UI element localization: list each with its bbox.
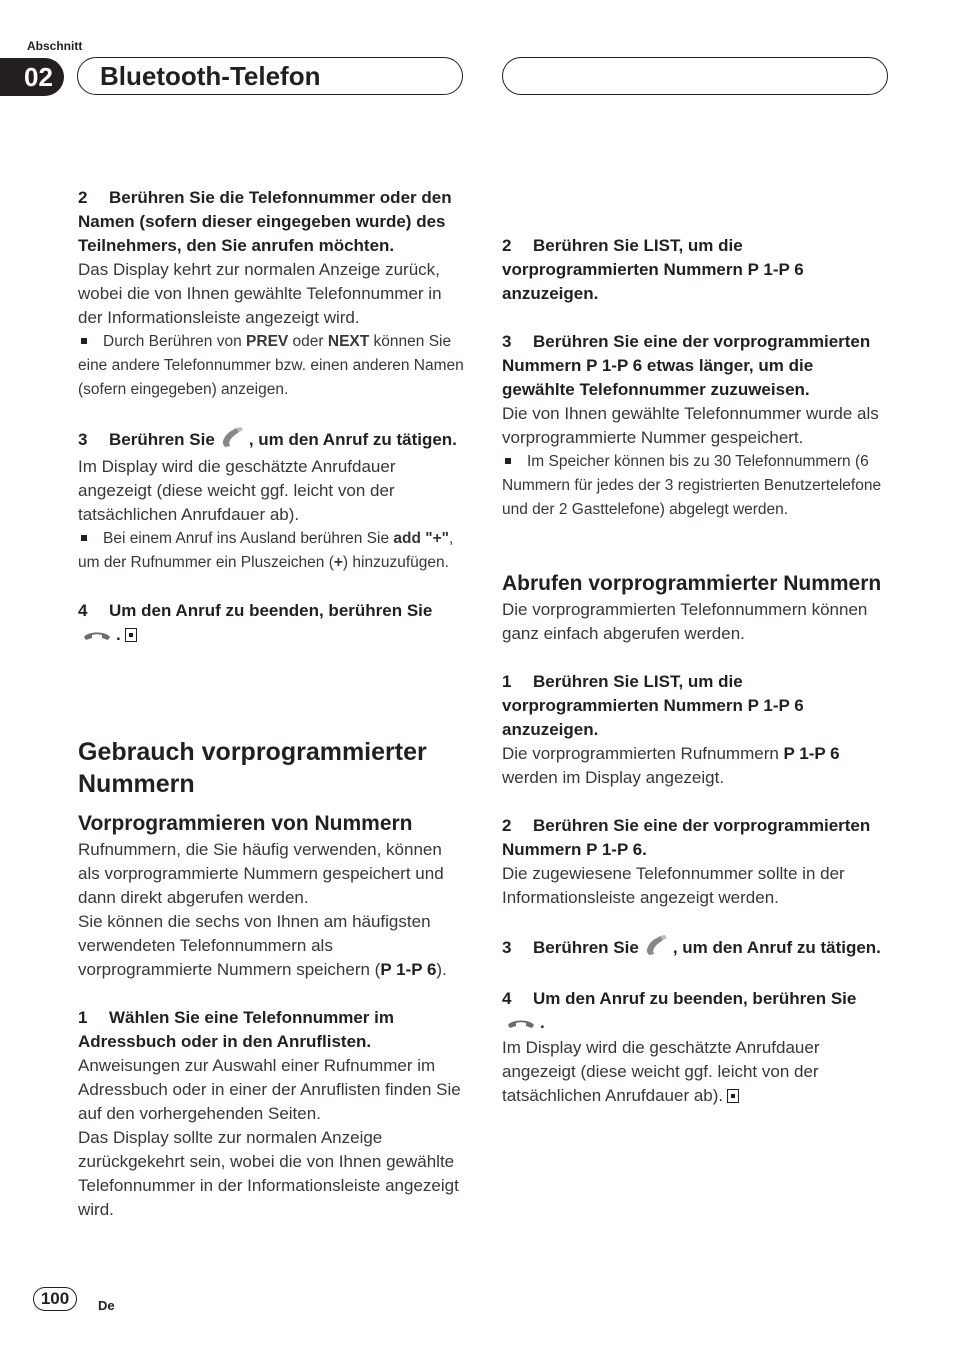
section-label: Abschnitt [27, 39, 83, 53]
program-step-2: 2 Berühren Sie LIST, um die vorprogrammierten Nummern P 1-P 6 anzuzeigen. [502, 236, 804, 303]
phone-hangup-icon [82, 624, 112, 648]
language-code: De [98, 1298, 115, 1313]
section-number-tab: 02 [0, 58, 64, 96]
phone-call-icon [643, 934, 669, 963]
recall-step-4-body: Im Display wird die geschätzte Anrufdauer angezeigt (diese weicht ggf. leicht von der tatsächlichen Anrufdauer ab). [502, 1037, 820, 1105]
recall-step-1-body: Die vorprogrammierten Rufnummern P 1-P 6 werden im Display angezeigt. [502, 744, 840, 787]
program-step-1: 1 Wählen Sie eine Telefonnummer im Adressbuch oder in den Anruflisten. [78, 1007, 394, 1051]
note-international: Bei einem Anruf ins Ausland berühren Sie add "+", um der Rufnummer ein Pluszeichen (+) hinzuzufügen. [78, 530, 454, 571]
program-step-1-body-1: Anweisungen zur Auswahl einer Rufnummer im Adressbuch oder in einer der Anruflisten finden Sie auf den vorhergehenden Seiten. [78, 1055, 461, 1123]
recall-step-2: 2 Berühren Sie eine der vorprogrammierten Nummern P 1-P 6. [502, 816, 871, 859]
intro-paragraph-2: Sie können die sechs von Ihnen am häufigsten verwendeten Telefonnummern als vorprogrammierte Nummern speichern (P 1-P 6). [78, 911, 447, 979]
phone-call-icon [219, 426, 245, 455]
heading-program-numbers: Vorprogrammieren von Nummern [78, 811, 413, 835]
program-step-3-body: Die von Ihnen gewählte Telefonnummer wurde als vorprogrammierte Nummer gespeichert. [502, 404, 879, 447]
bullet-square-icon [81, 535, 87, 541]
right-column [502, 186, 890, 1108]
heading-preset-numbers: Gebrauch vorprogrammierter Nummern [78, 737, 427, 798]
phone-hangup-icon [506, 1012, 536, 1036]
note-prev-next: Durch Berühren von PREV oder NEXT können Sie eine andere Telefonnummer bzw. einen anderen Namen (sofern eingegeben) anzeigen. [78, 333, 464, 398]
recall-step-3: 3 Berühren Sie , um den Anruf zu tätigen. [502, 934, 890, 963]
step-2: 2 Berühren Sie die Telefonnummer oder den Namen (sofern dieser eingegeben wurde) des Teilnehmers, den Sie anrufen möchten. [78, 188, 452, 255]
note-memory-capacity: Im Speicher können bis zu 30 Telefonnummern (6 Nummern für jedes der 3 registrierten Benutzertelefone und der 2 Gasttelefone) abgelegt werden. [502, 453, 882, 518]
left-column [78, 186, 466, 1222]
step-2-body: Das Display kehrt zur normalen Anzeige zurück, wobei die von Ihnen gewählte Telefonnummer in der Informationsleiste angezeigt wird. [78, 260, 442, 327]
bullet-square-icon [81, 338, 87, 344]
intro-paragraph-1: Rufnummern, die Sie häufig verwenden, können als vorprogrammierte Nummern gespeichert und dann direkt abgerufen werden. [78, 839, 444, 907]
bullet-square-icon [505, 458, 511, 464]
section-title: Bluetooth-Telefon [77, 57, 463, 95]
recall-intro: Die vorprogrammierten Telefonnummern können ganz einfach abgerufen werden. [502, 600, 868, 643]
step-3-body: Im Display wird die geschätzte Anrufdauer angezeigt (diese weicht ggf. leicht von der tatsächlichen Anrufdauer ab). [78, 457, 396, 524]
end-mark-icon [125, 628, 137, 642]
program-step-3: 3 Berühren Sie eine der vorprogrammierten Nummern P 1-P 6 etwas länger, um die gewählte Telefonnummer zuzuweisen. [502, 332, 871, 399]
step-4: 4 Um den Anruf zu beenden, berühren Sie. [78, 599, 466, 648]
step-3: 3 Berühren Sie , um den Anruf zu tätigen. [78, 426, 466, 455]
page-number: 100 [33, 1287, 77, 1311]
end-mark-icon [727, 1089, 739, 1103]
recall-step-2-body: Die zugewiesene Telefonnummer sollte in der Informationsleiste angezeigt werden. [502, 864, 845, 907]
recall-step-1: 1 Berühren Sie LIST, um die vorprogrammierten Nummern P 1-P 6 anzuzeigen. [502, 672, 804, 739]
recall-step-4: 4 Um den Anruf zu beenden, berühren Sie. [502, 987, 890, 1036]
heading-recall-numbers: Abrufen vorprogrammierter Nummern [502, 572, 882, 595]
program-step-1-body-2: Das Display sollte zur normalen Anzeige zurückgekehrt sein, wobei die von Ihnen gewählte Telefonnummer in der Informationsleiste angezeigt wird. [78, 1127, 459, 1219]
header-right-pill [502, 57, 888, 95]
